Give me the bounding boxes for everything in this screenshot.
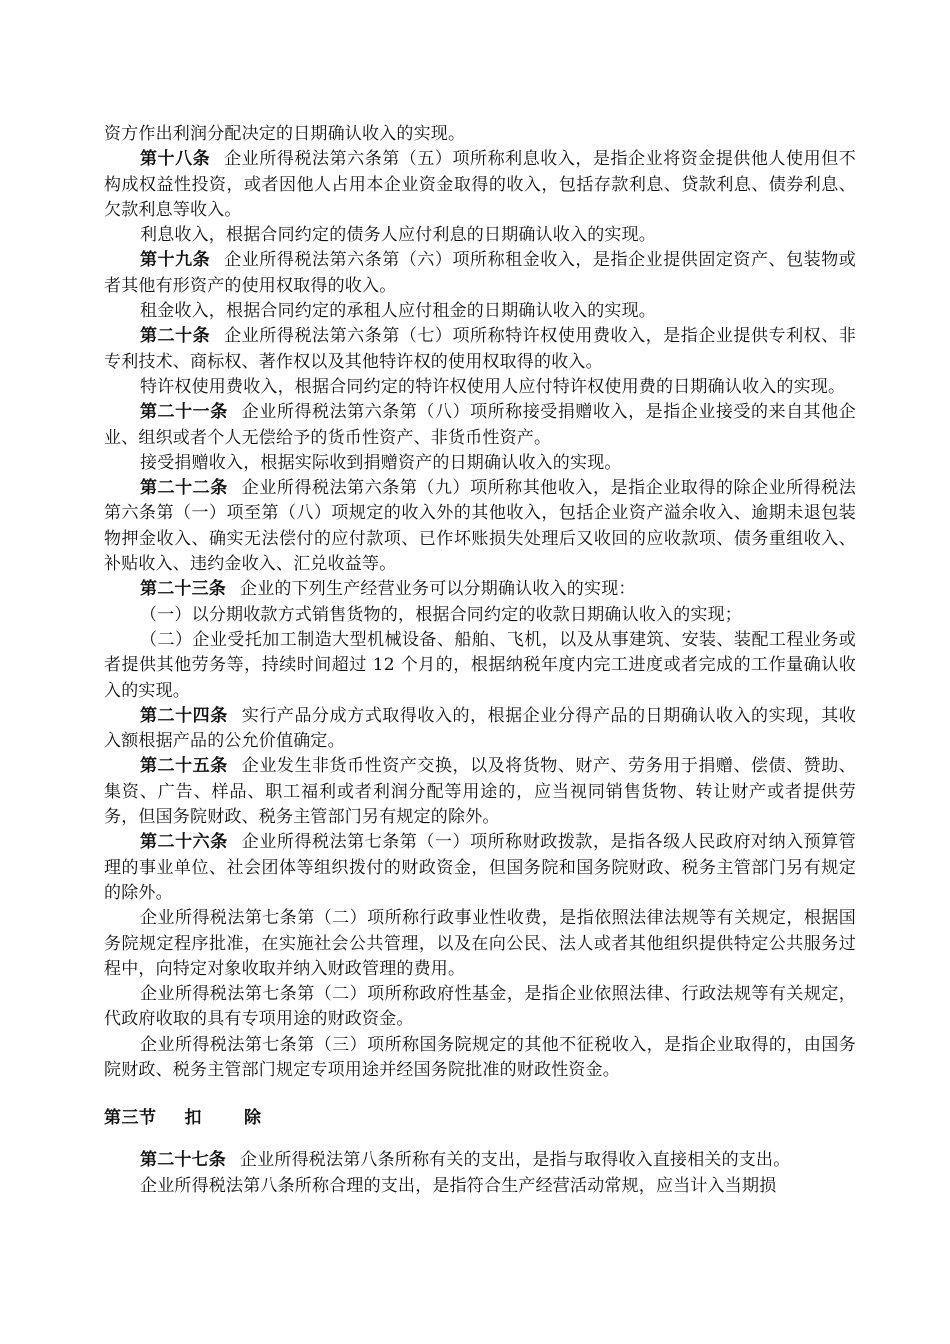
article-paragraph — [104, 476, 856, 577]
paragraph — [104, 1174, 856, 1199]
article-paragraph — [104, 577, 856, 602]
article-number: 第二十一条 — [140, 402, 228, 423]
paragraph — [104, 1033, 856, 1084]
paragraph-text: 企业所得税法第八条所称有关的支出，是指与取得收入直接相关的支出。 — [240, 1150, 791, 1171]
paragraph-text: 企业所得税法第六条第（六）项所称租金收入，是指企业提供固定资产、包装物或者其他有形资产的使用权取得的收入。 — [104, 250, 856, 296]
paragraph — [104, 603, 856, 628]
paragraph-text: 接受捐赠收入，根据实际收到捐赠资产的日期确认收入的实现。 — [140, 452, 622, 473]
paragraph-text: 特许权使用费收入，根据合同约定的特许权使用人应付特许权使用费的日期确认收入的实现。 — [140, 376, 846, 397]
article-number: 第二十七条 — [140, 1150, 226, 1171]
article-paragraph — [104, 704, 856, 755]
article-number: 第二十二条 — [140, 478, 228, 499]
document-body-before — [104, 122, 856, 1083]
paragraph-text: （二）企业受托加工制造大型机械设备、船舶、飞机，以及从事建筑、安装、装配工程业务或者提供其他劳务等，持续时间超过 12 个月的，根据纳税年度内完工进度或者完成的工作量确认收入的实现。 — [104, 629, 856, 701]
document-page — [104, 122, 856, 1199]
paragraph — [104, 451, 856, 476]
paragraph-text: 企业所得税法第六条第（五）项所称利息收入，是指企业将资金提供他人使用但不构成权益性投资，或者因他人占用本企业资金取得的收入，包括存款利息、贷款利息、债券利息、欠款利息等收入。 — [104, 149, 856, 220]
paragraph-text: 企业所得税法第七条第（一）项所称财政拨款，是指各级人民政府对纳入预算管理的事业单位、社会团体等组织拨付的财政资金，但国务院和国务院财政、税务主管部门另有规定的除外。 — [104, 832, 857, 903]
section-heading — [104, 1103, 856, 1128]
paragraph — [104, 299, 856, 324]
article-paragraph — [104, 248, 856, 299]
article-number: 第二十六条 — [140, 832, 228, 853]
paragraph-text: 资方作出利润分配决定的日期确认收入的实现。 — [104, 124, 466, 144]
article-paragraph — [104, 1148, 856, 1173]
paragraph — [104, 906, 856, 982]
paragraph — [104, 982, 856, 1033]
paragraph-text: （一）以分期收款方式销售货物的，根据合同约定的收款日期确认收入的实现； — [140, 604, 742, 625]
paragraph-text: 企业所得税法第六条第（九）项所称其他收入，是指企业取得的除企业所得税法第六条第（一）项至第（八）项规定的收入外的其他收入，包括企业资产溢余收入、逾期未退包装物押金收入、确实无法偿付的应付款项、已作坏账损失处理后又收回的应收款项、债务重组收入、补贴收入、违约金收入、汇兑收益等。 — [104, 478, 857, 575]
section-number: 第三节 — [104, 1108, 157, 1129]
paragraph-text: 企业所得税法第七条第（二）项所称政府性基金，是指企业依照法律、行政法规等有关规定，代政府收取的具有专项用途的财政资金。 — [104, 984, 856, 1030]
paragraph-text: 企业所得税法第六条第（七）项所称特许权使用费收入，是指企业提供专利权、非专利技术、商标权、著作权以及其他特许权的使用权取得的收入。 — [104, 326, 856, 372]
paragraph — [104, 223, 856, 248]
paragraph-text: 企业的下列生产经营业务可以分期确认收入的实现： — [240, 579, 636, 600]
paragraph — [104, 375, 856, 400]
paragraph-text: 企业所得税法第八条所称合理的支出，是指符合生产经营活动常规，应当计入当期损 — [140, 1175, 777, 1196]
article-number: 第十八条 — [140, 149, 211, 170]
article-number: 第二十四条 — [140, 705, 228, 726]
paragraph — [104, 628, 856, 704]
document-body-after — [104, 1148, 856, 1199]
article-paragraph — [104, 147, 856, 223]
article-number: 第二十五条 — [140, 756, 228, 777]
article-paragraph — [104, 400, 856, 451]
paragraph-text: 实行产品分成方式取得收入的，根据企业分得产品的日期确认收入的实现，其收入额根据产品的公允价值确定。 — [104, 705, 857, 752]
article-number: 第二十三条 — [140, 579, 226, 600]
paragraph-text: 利息收入，根据合同约定的债务人应付利息的日期确认收入的实现。 — [140, 225, 656, 246]
paragraph-text: 企业发生非货币性资产交换，以及将货物、财产、劳务用于捐赠、偿债、赞助、集资、广告、样品、职工福利或者利润分配等用途的，应当视同销售货物、转让财产或者提供劳务，但国务院财政、税务主管部门另有规定的除外。 — [104, 756, 857, 828]
article-paragraph — [104, 324, 856, 375]
paragraph-text: 企业所得税法第七条第（三）项所称国务院规定的其他不征税收入，是指企业取得的，由国务院财政、税务主管部门规定专项用途并经国务院批准的财政性资金。 — [104, 1034, 856, 1080]
paragraph-text: 企业所得税法第七条第（二）项所称行政事业性收费，是指依照法律法规等有关规定，根据国务院规定程序批准，在实施社会公共管理，以及在向公民、法人或者其他组织提供特定公共服务过程中，向特定对象收取并纳入财政管理的费用。 — [104, 908, 856, 979]
article-paragraph — [104, 754, 856, 830]
paragraph-text: 企业所得税法第六条第（八）项所称接受捐赠收入，是指企业接受的来自其他企业、组织或者个人无偿给予的货币性资产、非货币性资产。 — [104, 402, 857, 448]
article-number: 第二十条 — [140, 326, 211, 347]
paragraph-text: 租金收入，根据合同约定的承租人应付租金的日期确认收入的实现。 — [140, 301, 656, 322]
paragraph — [104, 122, 856, 147]
section-title-part-b: 除 — [244, 1108, 262, 1129]
article-number: 第十九条 — [140, 250, 211, 271]
article-paragraph — [104, 830, 856, 906]
section-title-part-a: 扣 — [184, 1108, 202, 1129]
